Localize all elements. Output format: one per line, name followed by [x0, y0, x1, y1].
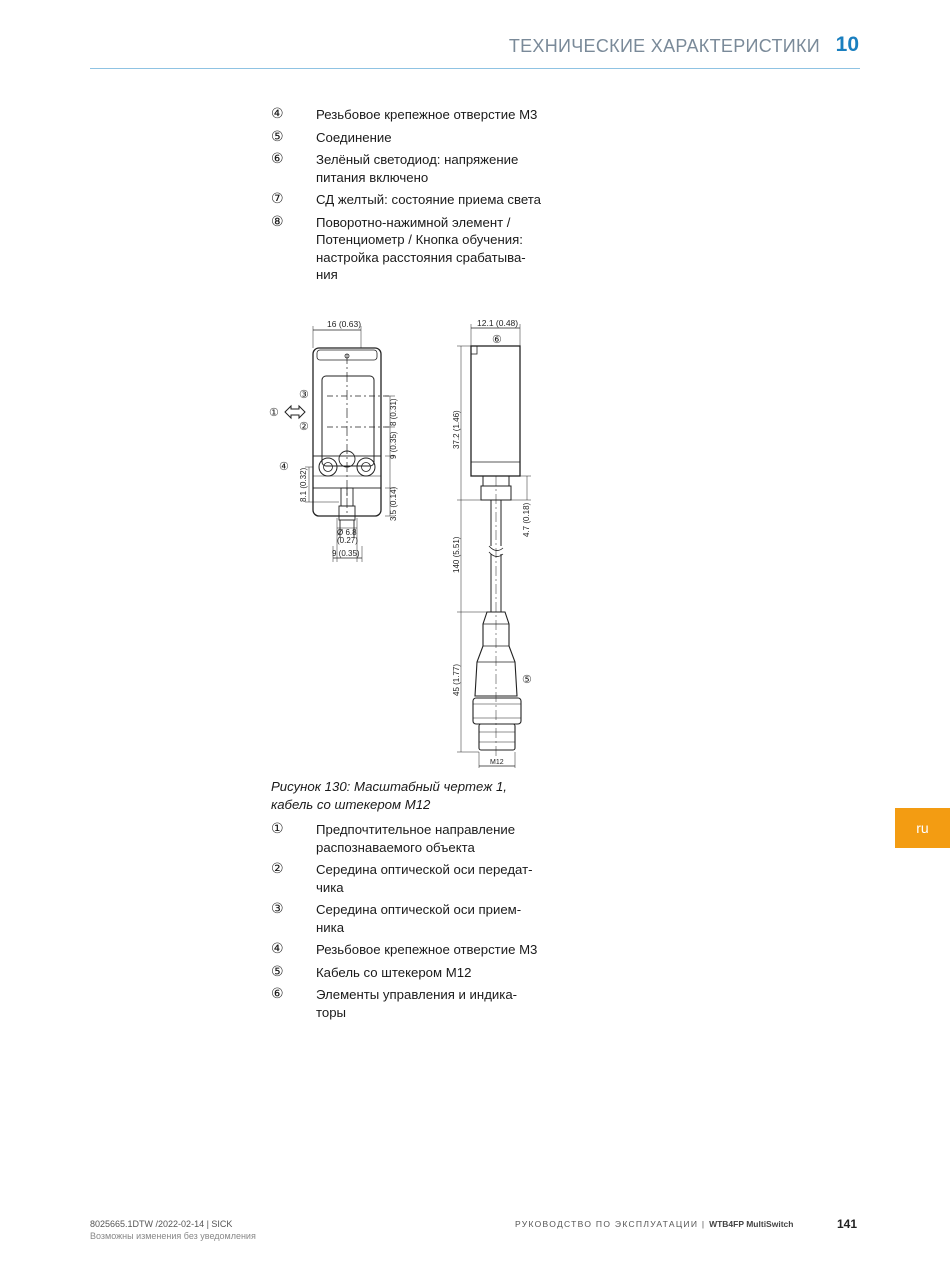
manual-title: РУКОВОДСТВО ПО ЭКСПЛУАТАЦИИ | — [515, 1219, 706, 1229]
doc-id: 8025665.1DTW /2022-02-14 | SICK — [90, 1219, 233, 1229]
legend-text: Середина оптической оси приемника — [316, 902, 522, 935]
callout-1: ① — [269, 407, 279, 419]
plug-length-label: 45 (1.77) — [452, 663, 461, 696]
page-number: 141 — [837, 1217, 858, 1231]
legend-item — [271, 151, 541, 186]
legend-number: ⑥ — [271, 151, 284, 167]
legend-item — [271, 901, 541, 936]
legend-text: Середина оптической оси передатчика — [316, 862, 533, 895]
language-tab[interactable]: ru — [895, 808, 950, 848]
legend-item — [271, 821, 541, 856]
callout-5: ⑤ — [522, 674, 532, 686]
legend-text: СД желтый: состояние приема света — [316, 192, 541, 207]
dim-8-1-label: 8.1 (0.32) — [299, 467, 308, 502]
chapter-number: 10 — [835, 33, 859, 56]
legend-item — [271, 191, 541, 209]
legend-item — [271, 964, 541, 982]
legend-number: ⑤ — [271, 128, 284, 145]
legend-number: ⑤ — [271, 963, 284, 980]
footer-doc-info — [90, 1218, 256, 1242]
chapter-title: ТЕХНИЧЕСКИЕ ХАРАКТЕРИСТИКИ — [508, 36, 820, 56]
legend-item — [271, 129, 541, 147]
front-width-label: 16 (0.63) — [327, 319, 362, 329]
footer-manual — [515, 1219, 793, 1229]
legend-top — [271, 106, 541, 289]
dim-8-label: 8 (0.31) — [389, 398, 398, 426]
legend-item — [271, 941, 541, 959]
front-view — [285, 326, 395, 562]
legend-text: Поворотно-нажимной элемент / Потенциометр / Кнопка обучения: настройка расстояния срабатывания — [316, 214, 526, 282]
legend-text: Зелёный светодиод: напряжение питания включено — [316, 152, 519, 185]
legend-text: Резьбовое крепежное отверстие M3 — [316, 107, 538, 122]
legend-number: ④ — [271, 106, 284, 122]
diameter-inch-label: (0.27) — [337, 536, 358, 545]
callout-6: ⑥ — [492, 334, 502, 346]
legend-number: ③ — [271, 901, 284, 917]
legend-text: Предпочтительное направление распознаваемого объекта — [316, 822, 516, 855]
legend-item — [271, 986, 541, 1021]
legend-number: ① — [271, 821, 284, 837]
change-notice: Возможны изменения без уведомления — [90, 1231, 256, 1241]
legend-number: ⑧ — [271, 213, 284, 230]
legend-text: Элементы управления и индикаторы — [316, 987, 518, 1020]
legend-number: ② — [271, 861, 284, 877]
dimension-drawing — [265, 316, 555, 772]
diameter-label: Ø 6.8 — [337, 528, 357, 537]
legend-text: Резьбовое крепежное отверстие M3 — [316, 942, 538, 957]
product-model: WTB4FP MultiSwitch — [709, 1219, 794, 1229]
callout-4: ④ — [279, 461, 289, 473]
legend-item — [271, 861, 541, 896]
figure-caption: Рисунок 130: Масштабный чертеж 1, кабель со штекером M12 — [271, 779, 507, 812]
legend-item — [271, 106, 541, 124]
legend-text: Соединение — [316, 129, 392, 145]
thread-label: M12 — [490, 759, 504, 766]
legend-number: ⑥ — [271, 986, 284, 1002]
legend-number: ⑦ — [271, 191, 284, 207]
side-view — [457, 324, 531, 768]
side-width-label: 12.1 (0.48) — [477, 318, 519, 328]
legend-text: Кабель со штекером M12 — [316, 964, 472, 980]
header-divider — [90, 68, 860, 69]
cable-length-label: 140 (5.51) — [452, 536, 461, 573]
callout-3: ③ — [299, 389, 309, 401]
callout-2: ② — [299, 421, 309, 433]
height-label: 37.2 (1.46) — [452, 410, 461, 449]
dim-3-5-label: 3.5 (0.14) — [389, 486, 398, 521]
bottom-width-label: 9 (0.35) — [332, 549, 360, 558]
legend-number: ④ — [271, 941, 284, 957]
legend-bottom — [271, 821, 541, 1026]
dim-4-7-label: 4.7 (0.18) — [522, 502, 531, 537]
dim-9-label: 9 (0.35) — [389, 431, 398, 459]
legend-item — [271, 214, 541, 284]
